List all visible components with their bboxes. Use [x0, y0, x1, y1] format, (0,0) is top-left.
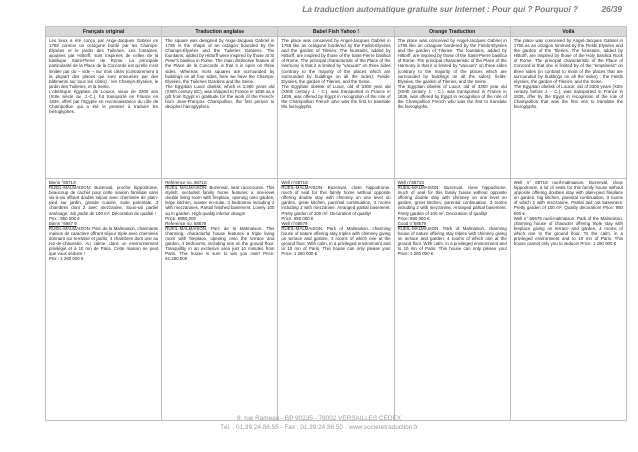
listing-reference: Reference no. 6871S — [165, 180, 207, 185]
listing-reference: Well n°68679 — [281, 220, 308, 226]
description-paragraph: The Egyptian Luxor obelisk, which is 3,300 years old (XIIIth century BC), was shipped to France in 1836 as a gift from Egypt in gratitude for the work of the French-born Jean-François Champollion, the first person to decipher hieroglyphics. — [165, 83, 275, 110]
description-paragraph: L'obélisque égyptien de Louxor, vieux de 3300 ans (XIIIe siècle av. J.-C.), fut transporté en France en 1836, offert par l'Egypte en reconnaissance du rôle de Champollion qui a été le premier à traduire les hiéroglyphes. — [49, 88, 159, 115]
listing-reference: Well n°6871S — [281, 180, 308, 185]
listing-text: RUEIL-MALMAISON. Parc de la Malmaison, charmante maison de caractère offrant séjour triple avec cheminée donnant sur terrasse et jardin, 4 chambres dont une au rez-de-chaussée. Au calme, dans un environnement privilégié et à 10 mn de Paris. Cette maison ne peut que vous séduire ! — [49, 225, 159, 257]
page-header — [0, 3, 638, 21]
listing-text: RUEIL-MALMAISON. Park of Malmaison, charming house of nature offering stay triples with chimney giving on terrace and garden, 4 rooms of which one at the ground floor. With calm, in a privileged environment and to 10 mn of Paris. This house can only please you! Price: 1 260 000 € — [281, 225, 391, 257]
description-paragraph: The place was conceived by Angel-Jacques Gabriel in 1755 like an octagone bordered by the Fields-Elysées and the garden of Tileries. The fountains, added by Hittorff, are inspired by those of the Saint-Pierre basilica of Rome. The principal characteristic of the Place of the Harmony is that it is limited by "vacuum" on three sides (contrary to the majority of the places which are surrounded by buildings on all the sides): Fields-Elysées, the garden of Tileries, and the Seine. — [281, 38, 391, 84]
description-cell-babelfish — [278, 37, 394, 179]
listing-price: Price: 950 000 € — [397, 215, 430, 221]
listing-cell-orange — [395, 179, 511, 421]
description-paragraph: The Egyptian obelisk of Luxor, old of 3300 year old (XIIIth century J. - C.), was transported in France in 1836, was offered by Egypt in recognition of the role of the Champollion French who was the first to translate the hieroglyphs. — [281, 83, 391, 110]
description-cell-french — [46, 37, 162, 179]
listing-reference: Reference no. 68679 — [165, 220, 207, 226]
listing-cell-voila — [511, 179, 627, 421]
listing-reference: Bienn °6867 9 — [49, 220, 77, 226]
listing-cell-babelfish — [278, 179, 394, 421]
description-paragraph: The square was designed by Ange-Jacques Gabriel in 1755 in the shape of an octagon bounded by the Champs-Élysées and the Tuileries Gardens. The fountains, added by Hittorff were inspired by those at St Peter's basilica in Rome. The main distinctive feature of the Place de la Concorde is that it is open on three sides. Whereas most squares are surrounded by buildings on all four sides, here we have the Champs-Élysées, the Tuileries Gardens and the Seine. — [165, 38, 275, 84]
listing-text: Well n° 68679 rueil-malmaison. Park of the Malmaison, charming house of character offering triple stay with fireplace giving on terrace and garden, 4 rooms of which one to the ground floor. To the calm, in a privileged environment and to 10 mn of Paris. This house cannot only you to seduce! Price: 1 260 000 € — [513, 215, 623, 247]
description-cell-orange — [395, 37, 511, 179]
document-title: La traduction automatique gratuite sur Internet : Pour qui ? Pourquoi ? — [302, 5, 578, 14]
listing-text: RUEIL MALMAISON: Buzenval, near racecourse. This stylish, secluded family home features a one-level double living room with fireplace, opening onto garden, large kitchen, master en-suite, 3 bedrooms including 2 with mezzanines. Partial finished basement. Lovely 100 sq m garden. High-quality interior design! — [165, 185, 275, 216]
listing-text: RUEIL-MALMAISON: Buzenval, close hippodrome, much of seal for this family home without opposite offering double stay with chimney on one level on garden, great kitchen, parental continuation, 3 rooms including 2 with mezzanine. Arranged partial basement. Pretty garden of 100 m². Decoration of quality! — [281, 185, 391, 216]
listing-text: RUEIL-MALMAISON: Buzenval, close hippodrome, much of seal for this family house without opposite offering double stay with chimney on one level on garden, great kitchen, parental continuation, 3 rooms including 2 with mezzanine. Arranged partial basement. Pretty garden of 100 m². Decoration of quality! — [397, 185, 507, 216]
listing-cell-french — [46, 179, 162, 421]
footer-contact: Tél. : 01.39.24.88.55 - Fax : 01.39.24.88.50 - www.societetraduction.fr — [220, 424, 418, 431]
listing-text: RUEIL-MALMAISON: Buzenval, proche hippodrome, beaucoup de cachet pour cette maison familiale sans vis-à-vis offrant double séjour avec cheminée de plain-pied sur jardin, grande cuisine, suite parentale, 3 chambres dont 2 avec mezzanine. Sous-sol partiel aménagé. Joli jardin de 100 m². Décoration de qualité ! — [49, 185, 159, 216]
listing-price: Price: 950 000 € — [281, 215, 314, 221]
column-header-babelfish: Babel Fish Yahoo ! — [278, 27, 394, 37]
description-paragraph: The Egyptian obelisk of Luxor, old of 3300 year old (XIIIth century J. - C.), was transported in France in 1836, was offered by Egypt in recognition of the role of the Champollion French who was the first to translate the hieroglyphs. — [397, 83, 507, 110]
column-header-french: Français original — [46, 27, 162, 37]
listing-text: RUEIL-MALMAISON. Parc de la Malmaison. This charming, characterful house features a triple living room with fireplace, opening onto the terrace and garden, 4 bedrooms, including one on the ground floor. Tranquillity in an exclusive area just 10 minutes from Paris. This house is sure to win you over! Price: €1,260,000 — [165, 225, 275, 262]
listing-reference: Bienn °6871S — [49, 180, 76, 185]
listing-reference: Good n°68679 — [397, 220, 426, 226]
description-paragraph: The place was conceived by Angel-Jacques Gabriel in 1755 as an octagon trimmed by the Fields Elysées and the garden of the Tileries. The fountains, added by Hittorff, are inspired by those of the Holy basilica Rock of Rome. The principal characteristic of the Place of Concord is that she is limited by of the "emptiness" on three sides (in contrast to most of the places that are surrounded by buildings on all the sides) : the Fields elysées, the garden of Tileries, and the Seine. — [513, 38, 623, 84]
column-header-voila: Voilà — [511, 27, 627, 37]
listing-reference: Well n°6871S — [397, 180, 425, 185]
description-paragraph: Les lieux a été conçu par Ange-Jacques Gabriel en 1755 comme un octogone bordé par les Champs-Élysées et le jardin des Tuileries. Les fontaines, ajoutées par Hittorff, sont inspirées de celles de la basilique Saint-Pierre de Rome. La principale particularité de la Place de la Concorde est qu'elle n'est limitée par du – vide – sur trois côtés (contrairement à la plupart des places qui sont entourées par des bâtiments sur tous les côtés) : les Champs-Élysées, le jardin des Tuileries, et la Seine. — [49, 38, 159, 89]
description-cell-voila — [511, 37, 627, 179]
listing-price: Price: €950,000 — [165, 215, 196, 221]
column-header-orange: Orange Traduction — [395, 27, 511, 37]
listing-price: Prix : 950 000 € — [49, 215, 80, 221]
listing-price: Prix : 1 260 000 € — [49, 256, 84, 262]
footer-address: 8, rue Rameau - BP 90235 - 78002 VERSAILLES CEDEX — [236, 415, 401, 422]
column-header-english: Traduction anglaise — [162, 27, 278, 37]
listing-text: RUEIL-MALMAISON. Park of Malmaison, charming house of nature offering stay triples with chimney giving on terrace and garden, 4 rooms of which one at the ground floor. With calm, in a privileged environment and to 10 mn of Paris. This house can only please you! Price: 1 260 000 € — [397, 225, 507, 257]
description-paragraph: The place was conceived by Angel-Jacques Gabriel in 1755 like an octagone bordered by the Fields-Elysées and the garden of Tileries. The fountains, added by Hittorff, are inspired by those of the Saint-Pierre basilica of Rome. The principal characteristic of the Place of the Harmony is that it is limited by "vacuum" on three sides (contrary to the majority of the places which are surrounded by buildings on all the sides): fields-Elysées, the garden of Tileries, and the Seine. — [397, 38, 507, 84]
listing-cell-english — [162, 179, 278, 421]
description-cell-english — [162, 37, 278, 179]
description-paragraph: The Egyptian obelisk of Louxor, old of 3300 years (XIIIe century before J. - C.), was transported in France in 1836, offer by the Egypt in recognition of the role of Champollion that was the first one to translate the hieroglyphs. — [513, 83, 623, 110]
comparison-table — [45, 26, 627, 421]
listing-text: Well n° 6871S rueil-malmaison. Buzenval, close hippodrome, a lot of seals for this family house without opposite offering doubles stay with plain-pied fireplace on garden, big kitchen, parental continuation, 3 rooms of which 2 with mezzanine. Partial laid out basement. Pretty garden of 100 m². Quality decoration! Price: 950 000 € — [513, 180, 623, 216]
page-number: 26/39 — [601, 5, 622, 14]
